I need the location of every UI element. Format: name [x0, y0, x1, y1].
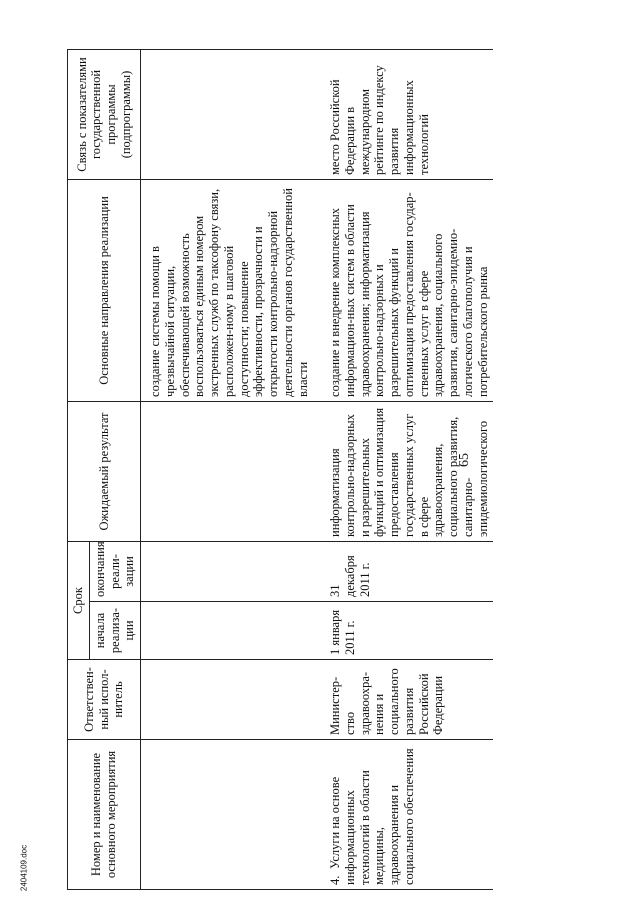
header-main-directions: Основные направления реализации — [68, 179, 141, 401]
header-responsible: Ответствен-ный испол-нитель — [68, 660, 141, 740]
cell-number-and-name — [325, 740, 493, 890]
header-term-start: начала реализа-ции — [89, 602, 140, 660]
cell-empty — [145, 660, 321, 740]
cell-main-directions: создание и внедрение комплексных информацион-ных систем в области здравоохранения; информатизация контрольно-надзорных и разрешительных функций и оптимизация предоставления государ-ственных услуг в сфере здравоохранения, социального развития, санитарно-эпидемио-логического благополучия и потребительского рынка — [325, 179, 493, 401]
header-number-and-name: Номер и наименование основного мероприятия — [68, 740, 141, 890]
footer-document-code: 2404109.doc — [19, 844, 29, 892]
cell-expected-result: информатизация контрольно-надзорных и разрешительных функций и оптимизация предоставления государственных услуг в сфере здравоохранения, социального развития, санитарно-эпидемиологического — [325, 401, 493, 541]
cell-empty — [145, 49, 321, 179]
table-header — [68, 49, 141, 889]
cell-responsible: Министер-ство здравоохра-нения и социального развития Российской Федерации — [325, 660, 493, 740]
cell-empty — [145, 541, 321, 601]
cell-empty — [145, 602, 321, 660]
cell-term-start: 1 января 2011 г. — [325, 602, 493, 660]
header-term: Срок — [68, 541, 90, 659]
cell-term-end: 31 декабря 2011 г. — [325, 541, 493, 601]
header-link: Связь с показателями государственной программы (подпрограммы) — [68, 49, 141, 179]
page-number: 65 — [457, 453, 472, 467]
row-name: Услуги на основе информационных технологий в области медицины, здравоохранения и социального обеспечения — [328, 748, 416, 885]
rotated-table-container — [67, 50, 637, 890]
header-expected-result: Ожидаемый результат — [68, 401, 141, 541]
cell-link: место Российской Федерации в международном рейтинге по индексу развития информационных технологий — [325, 49, 493, 179]
program-measures-table — [67, 49, 493, 890]
header-term-end: окончания реали-зации — [89, 541, 140, 601]
cell-empty — [145, 401, 321, 541]
table-row — [325, 49, 493, 889]
table-row-continued — [145, 49, 321, 889]
row-number: 4. — [328, 875, 342, 885]
cell-empty — [145, 740, 321, 890]
cell-main-directions: создание системы помощи в чрезвычайной ситуации, обеспечивающей возможность воспользоваться единым номером экстренных служб по таксофону связи, расположен-ному в шаговой доступности; повышение эффективности, прозрачности и открытости контрольно-надзорной деятельности органов государственной власти — [145, 179, 321, 401]
